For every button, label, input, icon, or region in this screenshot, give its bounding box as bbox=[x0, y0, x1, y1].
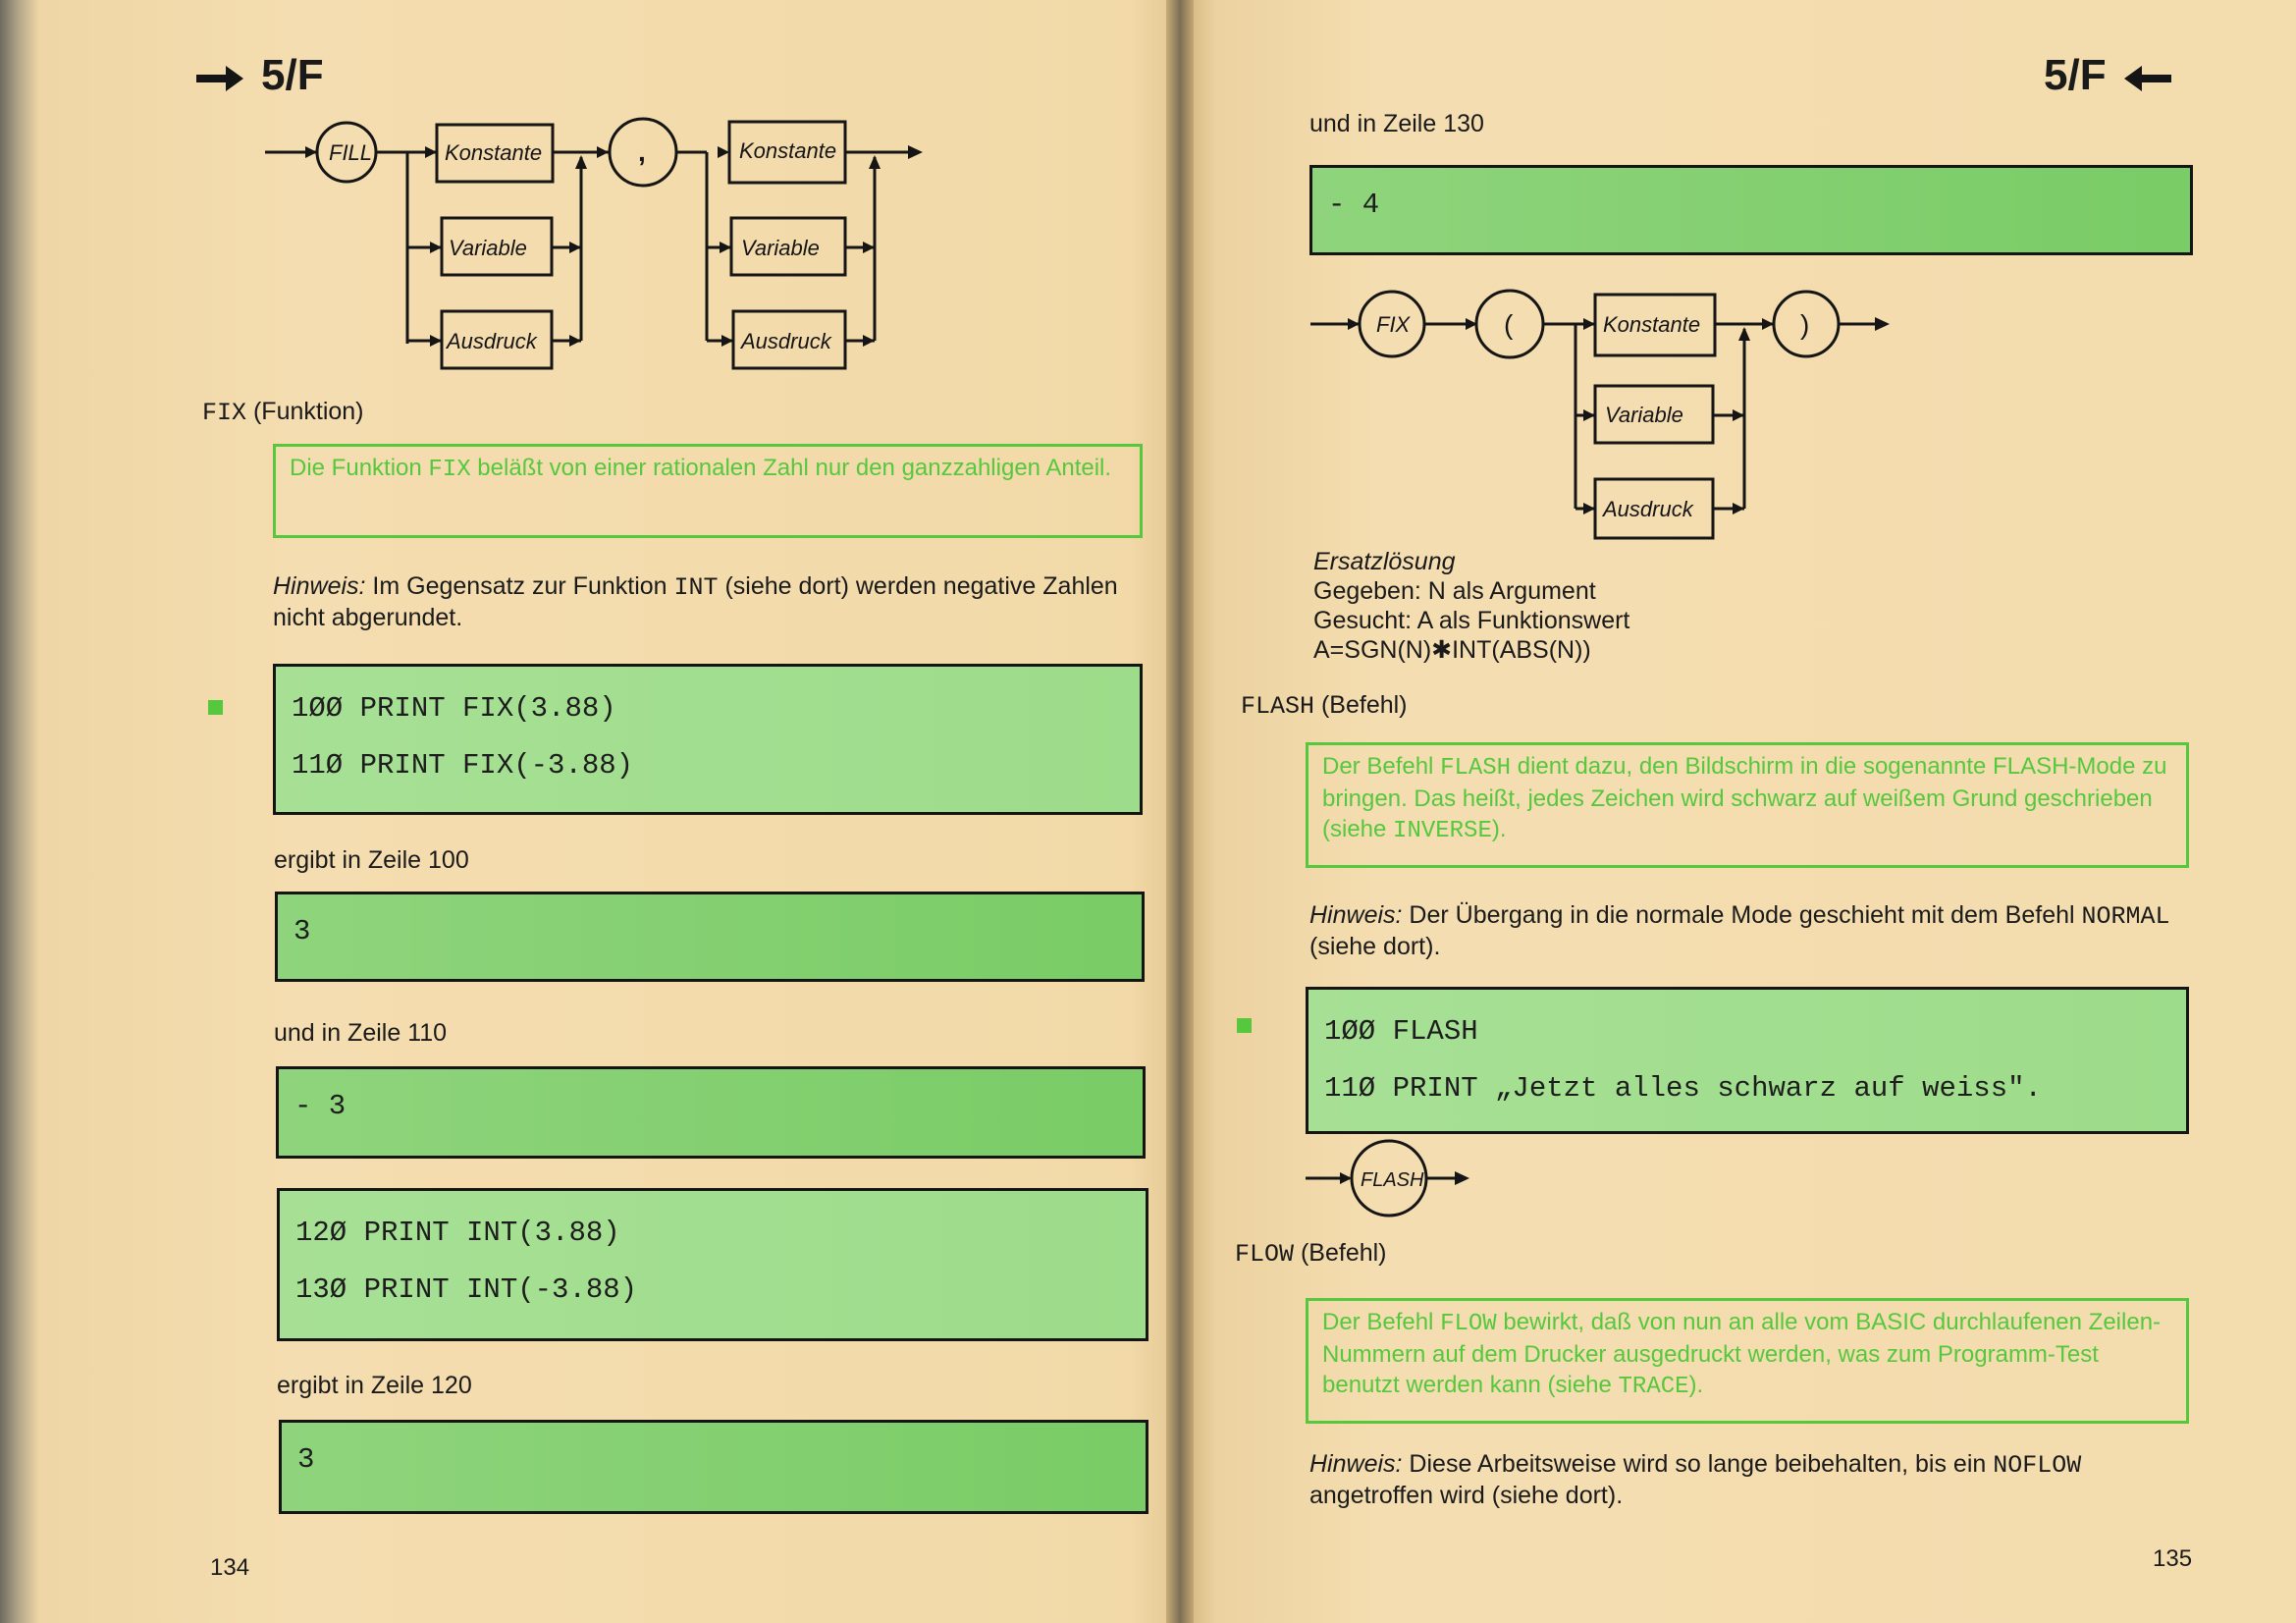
result-label-110: und in Zeile 110 bbox=[274, 1019, 448, 1047]
page-number-left: 134 bbox=[210, 1554, 250, 1581]
code-line: 11Ø PRINT „Jetzt alles schwarz auf weiss". bbox=[1324, 1072, 2042, 1105]
book-gutter bbox=[1166, 0, 1194, 1623]
code-line: 11Ø PRINT FIX(-3.88) bbox=[292, 749, 634, 782]
code-line: 1ØØ PRINT FIX(3.88) bbox=[292, 692, 616, 725]
fill-a-ausdruck-label: Ausdruck bbox=[447, 329, 537, 353]
code-line: 1ØØ FLASH bbox=[1324, 1015, 1478, 1048]
fill-b-konstante-label: Konstante bbox=[739, 138, 837, 163]
flash-keyword: FLASH bbox=[1241, 692, 1315, 721]
fill-b-variable-label: Variable bbox=[741, 236, 820, 260]
fill-syntax-diagram bbox=[260, 108, 1006, 403]
fix-keyword: FIX bbox=[202, 399, 247, 427]
code-line: 12Ø PRINT INT(3.88) bbox=[295, 1217, 620, 1249]
result-box-120: 3 bbox=[279, 1420, 1148, 1514]
code-box-flash bbox=[1306, 987, 2189, 1134]
result-box-110: - 3 bbox=[276, 1066, 1146, 1159]
right-running-head: 5/F bbox=[2044, 51, 2171, 102]
fix-konstante-label: Konstante bbox=[1603, 312, 1701, 337]
flash-node-label: FLASH bbox=[1361, 1169, 1424, 1191]
flow-definition-box: Der Befehl FLOW bewirkt, daß von nun an alle vom BASIC durchlaufenen Zeilen-Nummern auf dem Drucker ausgedruckt werden, was zum Programm-Test benutzt werden kann (siehe TRACE). bbox=[1306, 1298, 2189, 1424]
fill-a-konstante-label: Konstante bbox=[445, 140, 543, 165]
example-marker bbox=[208, 700, 223, 715]
flash-note: Hinweis: Der Übergang in die normale Mode geschieht mit dem Befehl NORMAL (siehe dort). bbox=[1309, 901, 2170, 960]
flow-note: Hinweis: Diese Arbeitsweise wird so lange beibehalten, bis ein NOFLOW angetroffen wird (siehe dort). bbox=[1309, 1450, 2082, 1509]
example-marker bbox=[1237, 1018, 1252, 1033]
arrow-left-icon bbox=[2124, 53, 2171, 102]
flow-heading bbox=[1235, 1239, 1387, 1269]
fill-b-ausdruck-label: Ausdruck bbox=[741, 329, 831, 353]
fix-ausdruck-label: Ausdruck bbox=[1603, 497, 1693, 521]
page-number-right: 135 bbox=[2153, 1545, 2193, 1572]
arrow-right-icon bbox=[196, 53, 243, 102]
flow-type: (Befehl) bbox=[1300, 1239, 1387, 1267]
fix-syntax-diagram bbox=[1310, 285, 1919, 550]
code-box-int bbox=[277, 1188, 1148, 1341]
left-running-head: 5/F bbox=[196, 51, 324, 102]
ersatzloesung: Ersatzlösung Gegeben: N als Argument Gesucht: A als Funktionswert A=SGN(N)✱INT(ABS(N)) bbox=[1313, 548, 1630, 664]
fix-close-label: ) bbox=[1800, 309, 1810, 340]
fill-node-label: FILL bbox=[329, 140, 373, 165]
fix-open-label: ( bbox=[1504, 309, 1514, 340]
code-line: 13Ø PRINT INT(-3.88) bbox=[295, 1273, 638, 1306]
fix-node-label: FIX bbox=[1376, 312, 1411, 337]
flash-heading bbox=[1241, 691, 1408, 721]
flash-syntax-diagram bbox=[1306, 1139, 1482, 1227]
flash-type: (Befehl) bbox=[1320, 691, 1408, 719]
code-box-fix bbox=[273, 664, 1143, 815]
fix-definition-box: Die Funktion FIX beläßt von einer rationalen Zahl nur den ganzzahligen Anteil. bbox=[273, 444, 1143, 538]
fill-a-variable-label: Variable bbox=[449, 236, 527, 260]
fix-note: Hinweis: Im Gegensatz zur Funktion INT (siehe dort) werden negative Zahlen nicht abgerundet. bbox=[273, 572, 1118, 631]
flash-definition-box: Der Befehl FLASH dient dazu, den Bildschirm in die sogenannte FLASH-Mode zu bringen. Das heißt, jedes Zeichen wird schwarz auf weißem Grund geschrieben (siehe INVERSE). bbox=[1306, 742, 2189, 868]
fix-variable-label: Variable bbox=[1605, 403, 1683, 427]
fix-heading bbox=[202, 398, 364, 427]
flow-keyword: FLOW bbox=[1235, 1240, 1295, 1269]
result-box-100: 3 bbox=[275, 892, 1145, 982]
result-label-100: ergibt in Zeile 100 bbox=[274, 846, 469, 874]
fill-separator-label: , bbox=[638, 136, 646, 167]
result-label-120: ergibt in Zeile 120 bbox=[277, 1372, 472, 1399]
fix-type: (Funktion) bbox=[252, 398, 364, 425]
result-label-130: und in Zeile 130 bbox=[1309, 110, 1484, 137]
result-box-130: - 4 bbox=[1309, 165, 2193, 255]
